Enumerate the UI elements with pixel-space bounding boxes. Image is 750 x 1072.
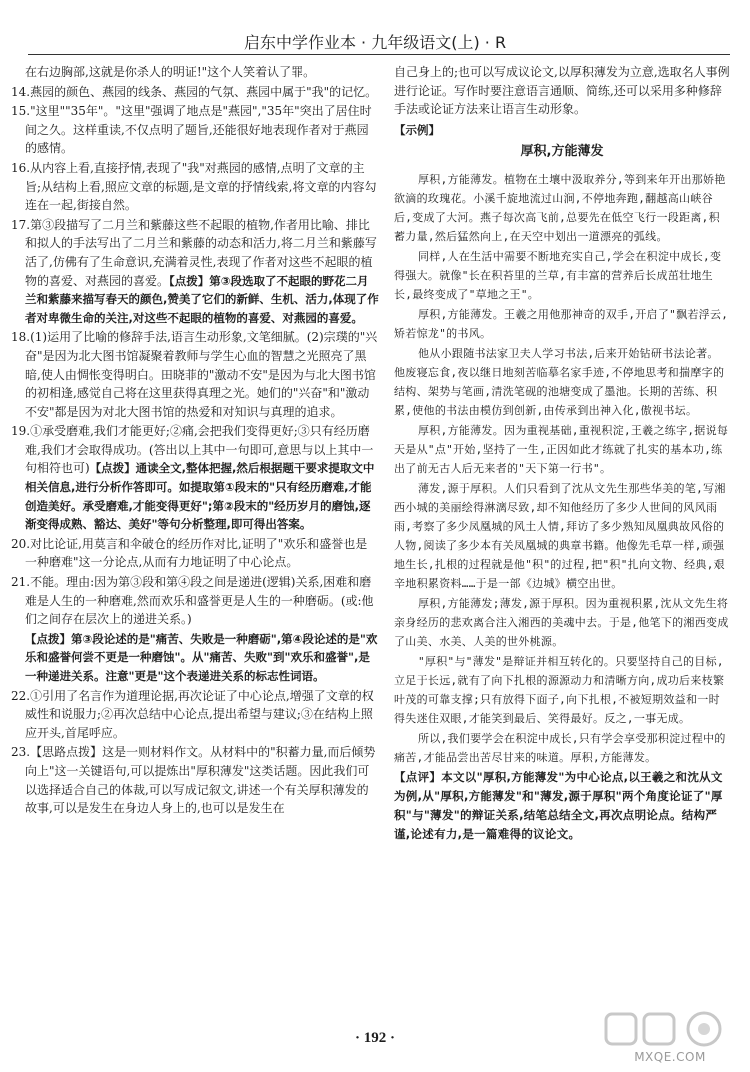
right-column <box>394 63 730 845</box>
essay-paragraph: 薄发,源于厚积。人们只看到了沈从文先生那些华美的笔,写湘西小城的美丽绘得淋漓尽致,却不知他经历了多少人世间的风风雨雨,考察了多少凤凰城的风土人情,拜访了多少熟知凤凰典故风俗的人物,阅读了多少本有关凤凰城的典章书籍。他像先毛草一样,顽强地生长,扎根的过程就是他"积"的过程,把"积"扎向文物、经典,艰辛地积累资料……于是一部《边城》横空出世。 <box>394 481 726 590</box>
page-header <box>0 14 750 60</box>
answer-20: 20.对比论证,用莫言和伞破仓的经历作对比,证明了"欢乐和盛誉也是一种磨难"这一分论点,从而有力地证明了中心论点。 <box>11 536 368 570</box>
answer-21: 21.不能。理由:因为第③段和第④段之间是递进(逻辑)关系,困难和磨难是人生的一种磨难,然而欢乐和盛誉更是人生的一种磨砺。(或:他们之间存在层次上的递进关系。) <box>11 575 374 627</box>
answer-22: 22.①引用了名言作为道理论据,再次论证了中心论点,增强了文章的权威性和说服力;②再次总结中心论点,提出希望与建议;③在结构上照应开头,首尾呼应。 <box>11 688 374 740</box>
essay-body <box>394 170 730 844</box>
header-title: 启东中学作业本 · 九年级语文(上) · R <box>243 33 507 52</box>
page-number: · 192 · <box>354 1030 395 1046</box>
essay-paragraph: 他从小跟随书法家卫夫人学习书法,后来开始钻研书法论著。他废寝忘食,夜以继日地刻苦临摹名家手迹,不停地思考和揣摩字的结构、架势与笔画,清洗笔砚的池塘变成了墨池。长期的苦练、积累,使他的书法由模仿到创新,由传承到出神入化,傲视书坛。 <box>394 346 725 417</box>
comment-text: 【点评】本文以"厚积,方能薄发"为中心论点,以王羲之和沈从文为例,从"厚积,方能薄发"和"薄发,源于厚积"两个角度论证了"厚积"与"薄发"的辩证关系,结笔总结全文,再次点明论点。结构严谨,论述有力,是一篇难得的议论文。 <box>394 769 723 841</box>
tip-19: 【点拨】通读全文,整体把握,然后根据题干要求提取文中相关信息,进行分析作答即可。如提取第①段末的"只有经历磨难,才能创造美好。承受磨难,才能变得更好";第②段末的"经历岁月的磨蚀,逐渐变得成熟、豁达、美好"等句分析整理,即可得出答案。 <box>25 461 375 532</box>
header-rule <box>28 54 730 55</box>
essay-paragraph: 厚积,方能薄发。王羲之用他那神奇的双手,开启了"飘若浮云,矫若惊龙"的书风。 <box>394 307 729 340</box>
tip-21 <box>11 630 379 686</box>
answer-19 <box>11 422 379 534</box>
answer-23-continued: 自己身上的;也可以写成议论文,以厚积薄发为立意,选取名人事例进行论证。写作时要注意语言通顺、简练,还可以采用多种修辞手法或论证方法来让语言生动形象。 <box>394 65 730 117</box>
essay-paragraph: 同样,人在生活中需要不断地充实自己,学会在积淀中成长,变得强大。就像"长在积苔里的兰草,有丰富的营养后长成茁壮地生长,最终变成了"草地之王"。 <box>394 249 722 301</box>
essay-comment <box>394 768 730 844</box>
example-label: 【示例】 <box>394 122 440 137</box>
left-column <box>11 63 379 819</box>
essay-paragraph: 所以,我们要学会在积淀中成长,只有学会享受那积淀过程中的痛苦,才能品尝出苦尽甘来的味道。厚积,方能薄发。 <box>394 731 726 764</box>
essay-paragraph: 厚积,方能薄发;薄发,源于厚积。因为重视积累,沈从文先生将亲身经历的悲欢离合注入湘西的美魂中去。于是,他笔下的湘西变成了山美、水美、人美的世外桃源。 <box>394 596 729 648</box>
watermark-icon <box>600 1010 740 1050</box>
answer-14: 14.燕园的颜色、燕园的线条、燕园的气氛、燕园中属于"我"的记忆。 <box>11 84 378 99</box>
answer-18: 18.(1)运用了比喻的修辞手法,语言生动形象,文笔细腻。(2)宗璞的"兴奋"是因为北大图书馆凝聚着教师与学生心血的智慧之光照亮了黑暗,使人由惆怅变得明白。田晓菲的"激动不安"是因为与北大图书馆的初相逢,感觉自己将在这里获得真理之光。她们的"兴奋"和"激动不安"都是因为对北大图书馆的热爱和对知识与真理的追求。 <box>11 330 378 419</box>
answer-15: 15."这里""35年"。"这里"强调了地点是"燕园","35年"突出了居住时间之久。这样重读,不仅点明了题旨,还能很好地表现作者对于燕园的感情。 <box>11 104 372 156</box>
essay-paragraph: "厚积"与"薄发"是辩证并相互转化的。只要坚持自己的目标,立足于长远,就有了向下扎根的源源动力和清晰方向,成功后来枝繁叶茂的可靠支撑;只有放得下面子,向下扎根,不被短期效益和一时得失迷住双眼,才能笑到最后、笑得最好。反之,一事无成。 <box>394 654 725 725</box>
answer-17-text: 17.第③段描写了二月兰和紫藤这些不起眼的植物,作者用比喻、排比和拟人的手法写出了二月兰和紫藤的动态和活力,将二月兰和紫藤写活了,仿佛有了生命意识,充满着灵性,表现了作者对这些不起眼的植物的喜爱、对燕园的喜爱。 <box>11 217 377 288</box>
essay-title: 厚积,方能薄发 <box>520 144 604 160</box>
answer-19-text: 19.①承受磨难,我们才能更好;②痛,会把我们变得更好;③只有经历磨难,我们才会取得成功。(答出以上其中一句即可,意思与以上其中一句相符也可) <box>11 424 374 476</box>
essay-paragraph: 厚积,方能薄发。因为重视基础,重视积淀,王羲之练字,据说每天是从"点"开始,坚持了一生,正因如此才练就了扎实的基本功,练出了前无古人后无来者的"天下第一行书"。 <box>394 423 729 475</box>
watermark-text: MXQE.COM <box>634 1050 706 1064</box>
answer-17 <box>11 216 379 328</box>
answer-23: 23.【思路点拨】这是一则材料作文。从材料中的"积蓄力量,而后倾势向上"这一关键语句,可以提炼出"厚积薄发"这类话题。因此我们可以选择适合自己的体裁,可以写成记叙文,讲述一个有关厚积薄发的故事,可以是发生在身边人身上的,也可以是发生在 <box>11 745 376 816</box>
essay-paragraph: 厚积,方能薄发。植物在土壤中汲取养分,等到来年开出那娇艳欲滴的玫瑰花。小溪千旋地流过山涧,不停地奔跑,翻越高山峡谷后,变成了大河。燕子每次高飞前,总要先在低空飞行一段距离,积蓄力量,然后猛然向上,在天空中划出一道漂亮的弧线。 <box>394 172 726 243</box>
watermark-logo <box>600 1010 740 1066</box>
answer-paragraph: 在右边胸部,这就是你杀人的明证!"这个人笑着认了罪。 <box>25 65 316 79</box>
tip-21-text: 【点拨】第③段论述的是"痛苦、失败是一种磨砺",第④段论述的是"欢乐和盛誉何尝不更是一种磨蚀"。从"痛苦、失败"到"欢乐和盛誉",是一种递进关系。注意"更是"这个表递进关系的标志性词语。 <box>25 631 378 683</box>
tip-17: 【点拨】第③段选取了不起眼的野花二月兰和紫藤来描写春天的颜色,赞美了它们的新鲜、生机、活力,体现了作者对卑微生命的关注,对这些不起眼的植物的喜爱、对燕园的喜爱。 <box>25 273 379 325</box>
answer-16: 16.从内容上看,直接抒情,表现了"我"对燕园的感情,点明了文章的主旨;从结构上看,照应文章的标题,是文章的抒情线索,将文章的内容勾连在一起,街接自然。 <box>11 160 377 213</box>
